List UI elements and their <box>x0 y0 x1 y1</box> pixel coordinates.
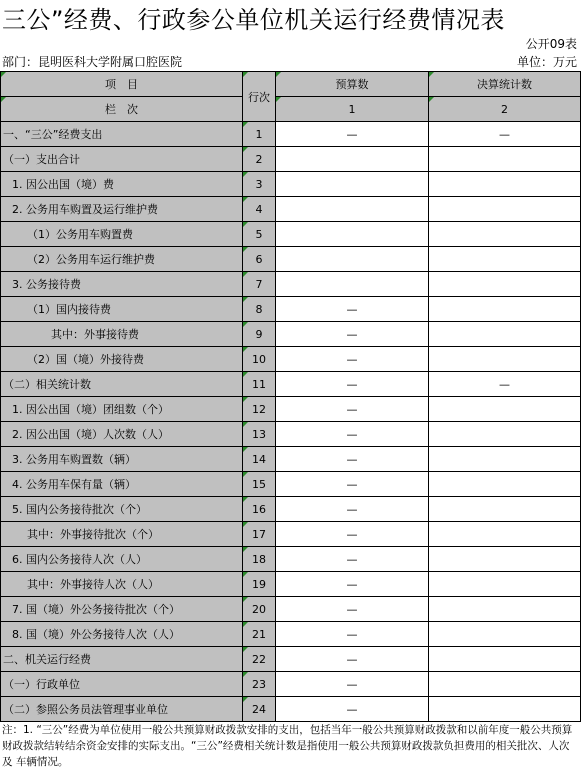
table-row <box>1 497 581 522</box>
row-label-cell <box>1 322 243 347</box>
row-label: （一）支出合计 <box>3 153 80 166</box>
table-row <box>1 472 581 497</box>
row-label-cell <box>1 672 243 697</box>
row-label: （2）公务用车运行维护费 <box>27 253 155 266</box>
row-label: （二）参照公务员法管理事业单位 <box>3 703 168 716</box>
row-line-number: 5 <box>243 222 276 247</box>
budget-cell[interactable]: — <box>276 447 429 472</box>
final-cell[interactable] <box>429 422 581 447</box>
row-line-number: 9 <box>243 322 276 347</box>
report-title: 三公”经费、行政参公单位机关运行经费情况表 <box>2 6 505 34</box>
header-budget: 预算数 <box>276 72 429 97</box>
final-cell[interactable] <box>429 647 581 672</box>
table-row <box>1 647 581 672</box>
row-label: （1）公务用车购置费 <box>27 228 133 241</box>
row-line-number: 11 <box>243 372 276 397</box>
table-row <box>1 122 581 147</box>
final-cell[interactable] <box>429 297 581 322</box>
budget-cell[interactable]: — <box>276 472 429 497</box>
table-row <box>1 172 581 197</box>
budget-cell[interactable]: — <box>276 347 429 372</box>
row-label: （二）相关统计数 <box>3 378 91 391</box>
row-line-number: 6 <box>243 247 276 272</box>
row-label-cell <box>1 422 243 447</box>
table-row <box>1 347 581 372</box>
budget-cell[interactable]: — <box>276 122 429 147</box>
row-label-cell <box>1 222 243 247</box>
unit-label: 单位：万元 <box>516 55 577 69</box>
final-cell[interactable] <box>429 347 581 372</box>
budget-cell[interactable] <box>276 147 429 172</box>
row-line-number: 23 <box>243 672 276 697</box>
row-label-cell <box>1 647 243 672</box>
table-row <box>1 622 581 647</box>
table-row <box>1 197 581 222</box>
header-row-1 <box>1 72 581 97</box>
row-line-number: 1 <box>243 122 276 147</box>
row-label: 2. 因公出国（境）人次数（人） <box>12 428 169 441</box>
row-label-cell <box>1 172 243 197</box>
table-row <box>1 522 581 547</box>
row-label: （1）国内接待费 <box>27 303 111 316</box>
row-label: 4. 公务用车保有量（辆） <box>12 478 136 491</box>
budget-cell[interactable] <box>276 222 429 247</box>
final-cell[interactable] <box>429 547 581 572</box>
row-label: 1. 因公出国（境）团组数（个） <box>12 403 169 416</box>
row-line-number: 2 <box>243 147 276 172</box>
final-cell[interactable] <box>429 172 581 197</box>
row-line-number: 22 <box>243 647 276 672</box>
row-line-number: 10 <box>243 347 276 372</box>
budget-cell[interactable]: — <box>276 522 429 547</box>
final-cell[interactable] <box>429 472 581 497</box>
final-cell[interactable] <box>429 447 581 472</box>
row-label: 5. 国内公务接待批次（个） <box>12 503 147 516</box>
row-label-cell <box>1 372 243 397</box>
row-line-number: 3 <box>243 172 276 197</box>
final-cell[interactable]: — <box>429 122 581 147</box>
row-label: 3. 公务用车购置数（辆） <box>12 453 136 466</box>
header-final: 决算统计数 <box>429 72 581 97</box>
row-label-cell <box>1 397 243 422</box>
row-label-cell <box>1 622 243 647</box>
final-cell[interactable] <box>429 597 581 622</box>
table-row <box>1 547 581 572</box>
table-row <box>1 247 581 272</box>
row-label-cell <box>1 472 243 497</box>
row-label: 3. 公务接待费 <box>12 278 81 291</box>
row-line-number: 13 <box>243 422 276 447</box>
final-cell[interactable] <box>429 272 581 297</box>
budget-cell[interactable]: — <box>276 497 429 522</box>
row-label-cell <box>1 697 243 722</box>
final-cell[interactable] <box>429 672 581 697</box>
table-row <box>1 422 581 447</box>
row-label: 2. 公务用车购置及运行维护费 <box>12 203 158 216</box>
row-line-number: 8 <box>243 297 276 322</box>
row-label: 其中：外事接待费 <box>51 328 139 341</box>
row-label-cell <box>1 297 243 322</box>
row-line-number: 24 <box>243 697 276 722</box>
budget-cell[interactable]: — <box>276 422 429 447</box>
budget-cell[interactable]: — <box>276 647 429 672</box>
table-row <box>1 447 581 472</box>
row-label-cell <box>1 497 243 522</box>
header-col-index: 栏 次 <box>1 97 243 122</box>
budget-cell[interactable] <box>276 197 429 222</box>
row-label-cell <box>1 122 243 147</box>
budget-cell[interactable] <box>276 172 429 197</box>
table-row <box>1 597 581 622</box>
table-row <box>1 572 581 597</box>
final-cell[interactable] <box>429 247 581 272</box>
row-label: 一、“三公”经费支出 <box>3 128 103 141</box>
row-label-cell <box>1 272 243 297</box>
budget-cell[interactable] <box>276 247 429 272</box>
row-line-number: 7 <box>243 272 276 297</box>
row-line-number: 14 <box>243 447 276 472</box>
final-cell[interactable] <box>429 147 581 172</box>
row-label: 1. 因公出国（境）费 <box>12 178 114 191</box>
budget-cell[interactable]: — <box>276 297 429 322</box>
row-label-cell <box>1 447 243 472</box>
budget-cell[interactable]: — <box>276 572 429 597</box>
header-budget-no: 1 <box>276 97 429 122</box>
table-row <box>1 272 581 297</box>
row-line-number: 16 <box>243 497 276 522</box>
final-cell[interactable] <box>429 522 581 547</box>
final-cell[interactable] <box>429 322 581 347</box>
row-label: （一）行政单位 <box>3 678 80 691</box>
table-row <box>1 372 581 397</box>
table-row <box>1 697 581 722</box>
table-row <box>1 297 581 322</box>
row-label: 其中：外事接待人次（人） <box>27 578 159 591</box>
budget-cell[interactable]: — <box>276 547 429 572</box>
row-line-number: 12 <box>243 397 276 422</box>
row-line-number: 4 <box>243 197 276 222</box>
row-line-number: 20 <box>243 597 276 622</box>
row-label-cell <box>1 347 243 372</box>
row-label: 二、机关运行经费 <box>3 653 91 666</box>
row-label-cell <box>1 547 243 572</box>
budget-cell[interactable]: — <box>276 672 429 697</box>
budget-cell[interactable]: — <box>276 622 429 647</box>
budget-cell[interactable]: — <box>276 597 429 622</box>
header-line-no: 行次 <box>243 72 276 122</box>
form-number: 公开09表 <box>525 37 577 51</box>
final-cell[interactable]: — <box>429 372 581 397</box>
row-label-cell <box>1 572 243 597</box>
table-row <box>1 672 581 697</box>
row-label-cell <box>1 597 243 622</box>
row-line-number: 19 <box>243 572 276 597</box>
row-label: 其中：外事接待批次（个） <box>27 528 159 541</box>
final-cell[interactable] <box>429 622 581 647</box>
header-item: 项 目 <box>1 72 243 97</box>
row-label-cell <box>1 247 243 272</box>
row-label: （2）国（境）外接待费 <box>27 353 144 366</box>
expense-table <box>0 71 581 722</box>
header-row-2 <box>1 97 581 122</box>
budget-cell[interactable] <box>276 272 429 297</box>
row-label-cell <box>1 147 243 172</box>
header-final-no: 2 <box>429 97 581 122</box>
footnote: 注：1. “三公”经费为单位使用一般公共预算财政拨款安排的支出，包括当年一般公共预算财政拨款和以前年度一般公共预算财政拨款结转结余资金安排的实际支出。“三公”经费相关统计数是指使用一般公共预算财政拨款负担费用的相关批次、人次及 车辆情况。 <box>2 724 573 768</box>
row-label: 7. 国（境）外公务接待批次（个） <box>12 603 180 616</box>
row-line-number: 15 <box>243 472 276 497</box>
row-line-number: 18 <box>243 547 276 572</box>
final-cell[interactable] <box>429 222 581 247</box>
budget-cell[interactable]: — <box>276 397 429 422</box>
final-cell[interactable] <box>429 397 581 422</box>
budget-cell[interactable]: — <box>276 372 429 397</box>
department-label: 部门：昆明医科大学附属口腔医院 <box>2 55 183 69</box>
table-row <box>1 147 581 172</box>
table-row <box>1 397 581 422</box>
budget-cell[interactable]: — <box>276 322 429 347</box>
final-cell[interactable] <box>429 497 581 522</box>
row-label-cell <box>1 197 243 222</box>
final-cell[interactable] <box>429 572 581 597</box>
table-row <box>1 222 581 247</box>
final-cell[interactable] <box>429 697 581 722</box>
row-line-number: 17 <box>243 522 276 547</box>
row-label: 8. 国（境）外公务接待人次（人） <box>12 628 180 641</box>
row-label-cell <box>1 522 243 547</box>
table-row <box>1 322 581 347</box>
final-cell[interactable] <box>429 197 581 222</box>
row-label: 6. 国内公务接待人次（人） <box>12 553 147 566</box>
row-line-number: 21 <box>243 622 276 647</box>
budget-cell[interactable]: — <box>276 697 429 722</box>
